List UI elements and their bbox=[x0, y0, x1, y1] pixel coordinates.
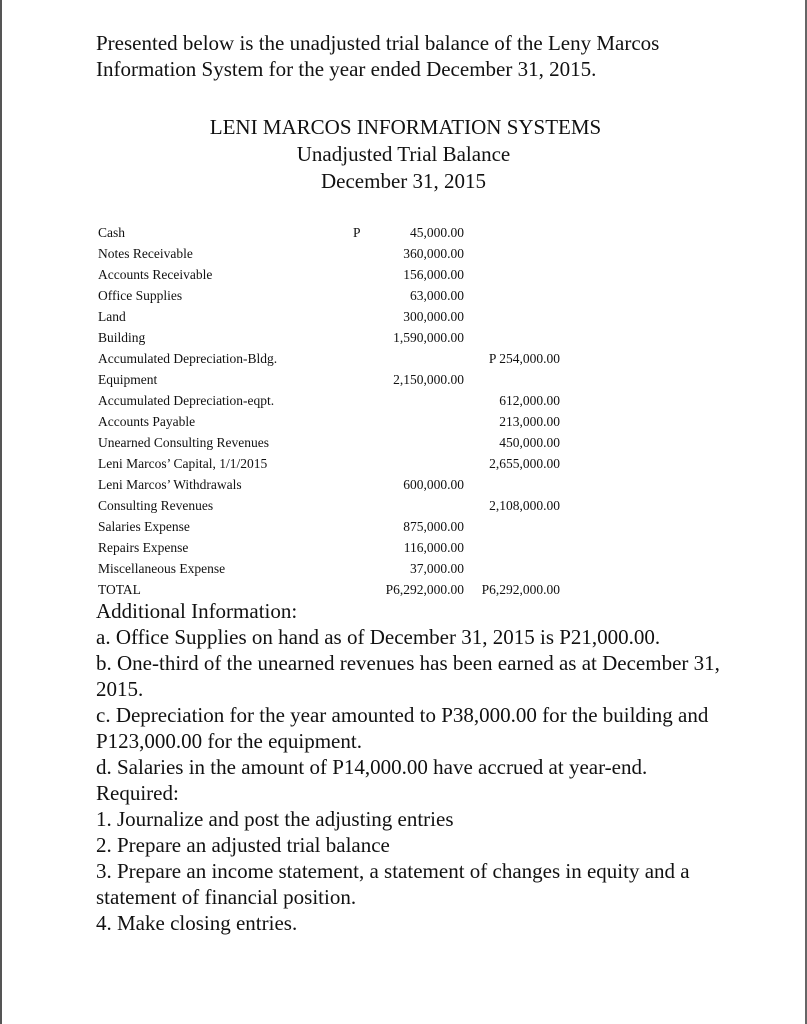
debit-amount: 1,590,000.00 bbox=[393, 330, 464, 345]
account-name: Building bbox=[98, 330, 146, 345]
additional-item: b. One-third of the unearned revenues has been earned as at December 31, 2015. bbox=[96, 651, 720, 701]
debit-amount: 45,000.00 bbox=[410, 225, 464, 240]
debit-amount: 156,000.00 bbox=[403, 267, 464, 282]
required-item: 2. Prepare an adjusted trial balance bbox=[96, 833, 390, 857]
credit-total: P6,292,000.00 bbox=[481, 582, 560, 597]
table-row bbox=[98, 537, 578, 558]
credit-amount: 2,655,000.00 bbox=[489, 456, 560, 471]
additional-item: a. Office Supplies on hand as of December 31, 2015 is P21,000.00. bbox=[96, 625, 661, 649]
account-name: Equipment bbox=[98, 372, 158, 387]
table-row bbox=[98, 390, 578, 411]
currency-marker: P bbox=[353, 225, 361, 240]
trial-balance-table bbox=[98, 222, 578, 600]
company-name: LENI MARCOS INFORMATION SYSTEMS bbox=[209, 115, 602, 139]
account-name: Notes Receivable bbox=[98, 246, 193, 261]
additional-info-title: Additional Information: bbox=[96, 599, 298, 623]
table-row bbox=[98, 495, 578, 516]
table-row bbox=[98, 222, 578, 243]
debit-total: P6,292,000.00 bbox=[385, 582, 464, 597]
account-name: Salaries Expense bbox=[98, 519, 190, 534]
debit-amount: 63,000.00 bbox=[410, 288, 464, 303]
account-name: Accumulated Depreciation-Bldg. bbox=[98, 351, 278, 366]
debit-amount: 875,000.00 bbox=[403, 519, 464, 534]
additional-item: c. Depreciation for the year amounted to P38,000.00 for the building and P123,000.00 for the equipment. bbox=[96, 703, 709, 753]
account-name: Accumulated Depreciation-eqpt. bbox=[98, 393, 275, 408]
table-row bbox=[98, 285, 578, 306]
credit-amount: 213,000.00 bbox=[499, 414, 560, 429]
additional-item: d. Salaries in the amount of P14,000.00 have accrued at year-end. bbox=[96, 755, 648, 779]
table-row bbox=[98, 432, 578, 453]
credit-amount: 612,000.00 bbox=[499, 393, 560, 408]
table-row bbox=[98, 453, 578, 474]
table-row bbox=[98, 327, 578, 348]
report-date: December 31, 2015 bbox=[320, 169, 487, 193]
instructions-section bbox=[96, 598, 736, 936]
debit-amount: 116,000.00 bbox=[403, 540, 464, 555]
credit-amount: P 254,000.00 bbox=[488, 351, 560, 366]
account-name: Accounts Receivable bbox=[98, 267, 213, 282]
account-name: Unearned Consulting Revenues bbox=[98, 435, 269, 450]
table-row bbox=[98, 264, 578, 285]
table-row bbox=[98, 369, 578, 390]
account-name: Accounts Payable bbox=[98, 414, 196, 429]
required-title: Required: bbox=[96, 781, 179, 805]
table-row bbox=[98, 558, 578, 579]
total-row bbox=[98, 579, 578, 600]
debit-amount: 600,000.00 bbox=[403, 477, 464, 492]
required-item: 1. Journalize and post the adjusting entries bbox=[96, 807, 454, 831]
intro-paragraph: Presented below is the unadjusted trial balance of the Leny Marcos Information System for the year ended December 31, 2015. bbox=[96, 31, 660, 81]
account-name: Leni Marcos’ Withdrawals bbox=[98, 477, 242, 492]
table-row bbox=[98, 306, 578, 327]
report-title: Unadjusted Trial Balance bbox=[296, 142, 511, 166]
table-row bbox=[98, 411, 578, 432]
debit-amount: 2,150,000.00 bbox=[393, 372, 464, 387]
account-name: Leni Marcos’ Capital, 1/1/2015 bbox=[98, 456, 268, 471]
account-name: Consulting Revenues bbox=[98, 498, 214, 513]
account-name: TOTAL bbox=[98, 582, 141, 597]
table-row bbox=[98, 243, 578, 264]
table-row bbox=[98, 348, 578, 369]
required-item: 4. Make closing entries. bbox=[96, 911, 298, 935]
table-row bbox=[98, 474, 578, 495]
credit-amount: 450,000.00 bbox=[499, 435, 560, 450]
debit-amount: 360,000.00 bbox=[403, 246, 464, 261]
table-row bbox=[98, 516, 578, 537]
required-item: 3. Prepare an income statement, a statement of changes in equity and a statement of financial position. bbox=[96, 859, 690, 909]
account-name: Repairs Expense bbox=[98, 540, 189, 555]
credit-amount: 2,108,000.00 bbox=[489, 498, 560, 513]
debit-amount: 300,000.00 bbox=[403, 309, 464, 324]
account-name: Miscellaneous Expense bbox=[98, 561, 226, 576]
account-name: Cash bbox=[98, 225, 125, 240]
account-name: Office Supplies bbox=[98, 288, 183, 303]
debit-amount: 37,000.00 bbox=[410, 561, 464, 576]
account-name: Land bbox=[98, 309, 126, 324]
